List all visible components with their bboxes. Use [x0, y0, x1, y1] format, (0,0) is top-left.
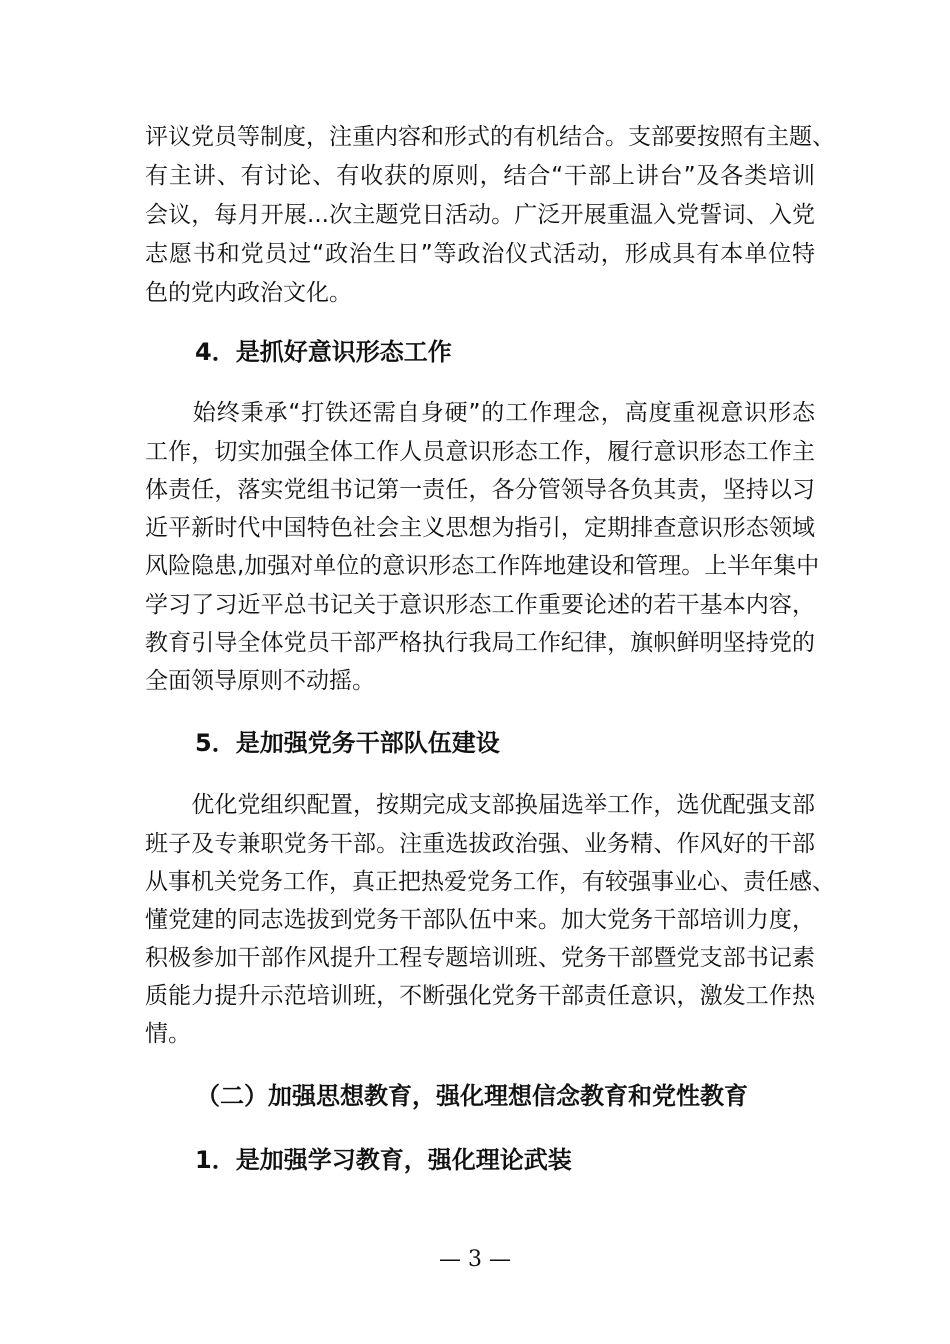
paragraph-1-line-4: 志愿书和党员过“政治生日”等政治仪式活动，形成具有本单位特	[145, 241, 815, 267]
paragraph-3-line-1: 优化党组织配置，按期完成支部换届选举工作，选优配强支部	[145, 792, 815, 818]
section-title-2: （二）加强思想教育，强化理想信念教育和党性教育	[196, 1082, 748, 1110]
paragraph-3-line-3: 从事机关党务工作，真正把热爱党务工作，有较强事业心、责任感、	[145, 869, 835, 895]
paragraph-3-line-5: 积极参加干部作风提升工程专题培训班、党务干部暨党支部书记素	[145, 945, 815, 971]
paragraph-2-line-3: 体责任，落实党组书记第一责任，各分管领导各负其责，坚持以习	[145, 477, 815, 503]
paragraph-3-line-4: 懂党建的同志选拔到党务干部队伍中来。加大党务干部培训力度，	[145, 907, 815, 933]
paragraph-2-line-6: 学习了习近平总书记关于意识形态工作重要论述的若干基本内容，	[145, 592, 815, 618]
page-number: — 3 —	[439, 1247, 511, 1272]
paragraph-2-line-4: 近平新时代中国特色社会主义思想为指引，定期排查意识形态领域	[145, 515, 815, 541]
paragraph-3-line-6: 质能力提升示范培训班，不断强化党务干部责任意识，激发工作热	[145, 983, 815, 1009]
paragraph-2-line-1: 始终秉承“打铁还需自身硬”的工作理念，高度重视意识形态	[145, 400, 815, 426]
paragraph-3-line-2: 班子及专兼职党务干部。注重选拔政治强、业务精、作风好的干部	[145, 831, 815, 857]
paragraph-3-line-7: 情。	[145, 1021, 191, 1047]
paragraph-1-line-3: 会议，每月开展...次主题党日活动。广泛开展重温入党誓词、入党	[145, 202, 815, 228]
paragraph-2-line-5: 风险隐患,加强对单位的意识形态工作阵地建设和管理。上半年集中	[145, 553, 820, 579]
paragraph-2-line-8: 全面领导原则不动摇。	[145, 668, 375, 694]
paragraph-1-line-2: 有主讲、有讨论、有收获的原则，结合“干部上讲台”及各类培训	[145, 163, 815, 189]
paragraph-1-line-1: 评议党员等制度，注重内容和形式的有机结合。支部要按照有主题、	[145, 124, 835, 150]
paragraph-2-line-2: 工作，切实加强全体工作人员意识形态工作，履行意识形态工作主	[145, 439, 815, 465]
paragraph-1-line-5: 色的党内政治文化。	[145, 280, 352, 306]
heading-5: 5．是加强党务干部队伍建设	[195, 729, 500, 757]
paragraph-2-line-7: 教育引导全体党员干部严格执行我局工作纪律，旗帜鲜明坚持党的	[145, 630, 815, 656]
heading-4: 4．是抓好意识形态工作	[195, 338, 452, 366]
heading-1: 1．是加强学习教育，强化理论武装	[195, 1146, 572, 1174]
